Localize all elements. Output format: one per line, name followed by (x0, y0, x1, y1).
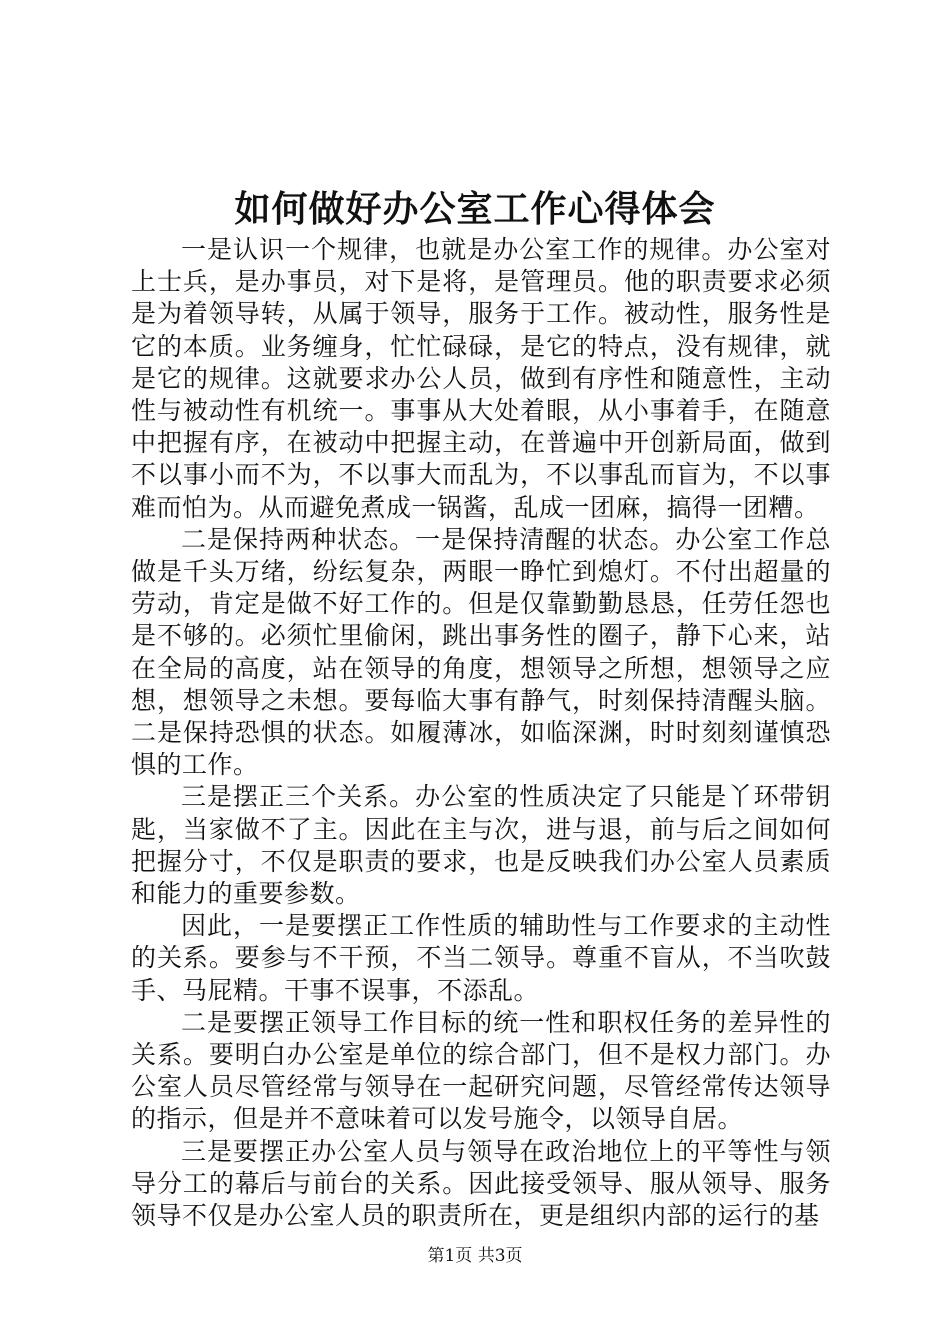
page-number-footer: 第1页 共3页 (427, 1246, 523, 1266)
paragraph-3: 三是摆正三个关系。办公室的性质决定了只能是丫环带钥匙，当家做不了主。因此在主与次，进与退，前与后之间如何把握分寸，不仅是职责的要求，也是反映我们办公室人员素质和能力的重要参数。 (131, 782, 831, 909)
paragraph-1: 一是认识一个规律，也就是办公室工作的规律。办公室对上士兵，是办事员，对下是将，是管理员。他的职责要求必须是为着领导转，从属于领导，服务于工作。被动性，服务性是它的本质。业务缠身，忙忙碌碌，是它的特点，没有规律，就是它的规律。这就要求办公人员，做到有序性和随意性，主动性与被动性有机统一。事事从大处着眼，从小事着手，在随意中把握有序，在被动中把握主动，在普遍中开创新局面，做到不以事小而不为，不以事大而乱为，不以事乱而盲为，不以事难而怕为。从而避免煮成一锅酱，乱成一团麻，搞得一团糟。 (131, 235, 831, 522)
paragraph-6: 三是要摆正办公室人员与领导在政治地位上的平等性与领导分工的幕后与前台的关系。因此接受领导、服从领导、服务领导不仅是办公室人员的职责所在，更是组织内部的运行的基 (131, 1136, 831, 1231)
paragraph-5: 二是要摆正领导工作目标的统一性和职权任务的差异性的关系。要明白办公室是单位的综合部门，但不是权力部门。办公室人员尽管经常与领导在一起研究问题，尽管经常传达领导的指示，但是并不意味着可以发号施令，以领导自居。 (131, 1007, 831, 1134)
paragraph-4: 因此，一是要摆正工作性质的辅助性与工作要求的主动性的关系。要参与不干预，不当二领导。尊重不盲从，不当吹鼓手、马屁精。干事不误事，不添乱。 (131, 911, 831, 1005)
document-body (131, 234, 831, 1232)
document-title: 如何做好办公室工作心得体会 (234, 188, 716, 230)
paragraph-2: 二是保持两种状态。一是保持清醒的状态。办公室工作总做是千头万绪，纷纭复杂，两眼一睁忙到熄灯。不付出超量的劳动，肯定是做不好工作的。但是仅靠勤勤恳恳，任劳任怨也是不够的。必须忙里偷闲，跳出事务性的圈子，静下心来，站在全局的高度，站在领导的角度，想领导之所想，想领导之应想，想领导之未想。要每临大事有静气，时刻保持清醒头脑。二是保持恐惧的状态。如履薄冰，如临深渊，时时刻刻谨慎恐惧的工作。 (131, 524, 831, 780)
